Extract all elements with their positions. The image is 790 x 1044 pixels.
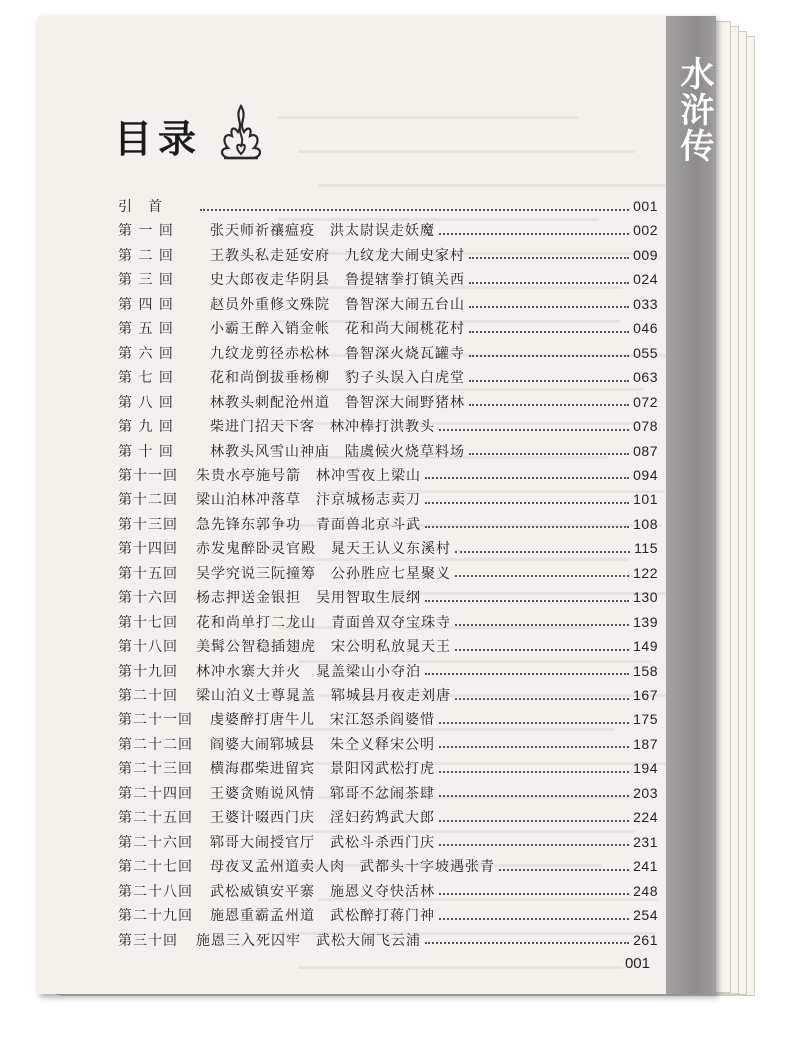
chapter-title: 武松威镇安平寨 施恩义夺快活林 [210, 883, 435, 900]
leader-dots [469, 379, 629, 382]
leader-dots [469, 330, 629, 333]
chapter-title: 王婆贪贿说风情 郓哥不忿闹茶肆 [210, 785, 435, 802]
chapter-number: 第二十九回 [118, 908, 193, 925]
toc-entry[interactable] [118, 292, 658, 316]
page-ref: 241 [633, 858, 658, 875]
chapter-number: 第二十八回 [118, 883, 193, 900]
toc-entry[interactable] [118, 365, 658, 389]
chapter-number: 第十九回 [118, 663, 178, 680]
chapter-title: 赤发鬼醉卧灵官殿 晁天王认义东溪村 [196, 541, 451, 558]
toc-entry[interactable] [118, 928, 658, 952]
chapter-number: 第 三 回 [118, 272, 174, 289]
toc-entry[interactable] [118, 439, 658, 463]
chapter-title: 史大郎夜走华阴县 鲁提辖拳打镇关西 [210, 272, 465, 289]
leader-dots [455, 550, 630, 553]
leader-dots [469, 256, 629, 259]
bleed-line [298, 150, 635, 153]
chapter-number: 第二十四回 [118, 785, 193, 802]
leader-dots [469, 452, 629, 455]
chapter-number: 第二十七回 [118, 859, 193, 876]
page-ref: 248 [633, 882, 658, 899]
page-ref: 194 [633, 760, 658, 777]
bleed-line [278, 116, 578, 119]
page-ref: 175 [633, 711, 658, 728]
page-ref: 033 [633, 295, 658, 312]
leader-dots [439, 232, 629, 235]
chapter-number: 第二十二回 [118, 736, 193, 753]
chapter-number: 第 八 回 [118, 394, 174, 411]
leader-dots [439, 917, 629, 920]
page-ref: 063 [633, 369, 658, 386]
leader-dots [425, 501, 629, 504]
chapter-number: 第十七回 [118, 614, 178, 631]
chapter-title: 梁山泊林冲落草 汴京城杨志卖刀 [196, 492, 421, 509]
chapter-title: 朱贵水亭施号箭 林冲雪夜上梁山 [196, 467, 421, 484]
toc-entry[interactable] [118, 854, 658, 878]
leader-dots [425, 525, 629, 528]
chapter-title: 母夜叉孟州道卖人肉 武都头十字坡遇张青 [210, 859, 495, 876]
page-ref: 094 [633, 466, 658, 483]
toc-entry[interactable] [118, 805, 658, 829]
page-ref: 002 [633, 222, 658, 239]
page-ref: 072 [633, 393, 658, 410]
page-ref: 024 [633, 271, 658, 288]
leader-dots [425, 599, 629, 602]
leader-dots [439, 770, 629, 773]
chapter-number: 第二十三回 [118, 761, 193, 778]
chapter-title: 王婆计啜西门庆 淫妇药鸩武大郎 [210, 810, 435, 827]
chapter-number: 第 五 回 [118, 321, 174, 338]
leader-dots [439, 892, 629, 895]
chapter-title: 林冲水寨大并火 晁盖梁山小夺泊 [196, 663, 421, 680]
book-page [38, 16, 716, 994]
toc-entry[interactable] [118, 414, 658, 438]
toc-entry[interactable] [118, 487, 658, 511]
chapter-title: 横海郡柴进留宾 景阳冈武松打虎 [210, 761, 435, 778]
chapter-title: 郓哥大闹授官厅 武松斗杀西门庆 [210, 834, 435, 851]
page-ref: 046 [633, 320, 658, 337]
chapter-title: 柴进门招天下客 林冲棒打洪教头 [210, 419, 435, 436]
leader-dots [200, 208, 629, 211]
toc-entry[interactable] [118, 634, 658, 658]
toc-entry[interactable] [118, 659, 658, 683]
leader-dots [439, 745, 629, 748]
chapter-number: 第 九 回 [118, 419, 174, 436]
page-ref: 087 [633, 442, 658, 459]
chapter-title: 阎婆大闹郓城县 朱仝义释宋公明 [210, 736, 435, 753]
chapter-number: 第十四回 [118, 541, 178, 558]
toc-entry[interactable] [118, 610, 658, 634]
chapter-title: 花和尚倒拔垂杨柳 豹子头误入白虎堂 [210, 370, 465, 387]
chapter-title: 吴学究说三阮撞筹 公孙胜应七星聚义 [196, 565, 451, 582]
chapter-number: 第 六 回 [118, 345, 174, 362]
toc-entry[interactable] [118, 316, 658, 340]
leader-dots [455, 623, 629, 626]
page-ref: 108 [633, 515, 658, 532]
chapter-number: 第十八回 [118, 639, 178, 656]
toc-entry[interactable] [118, 561, 658, 585]
toc-entry[interactable] [118, 683, 658, 707]
chapter-number: 第二十回 [118, 688, 178, 704]
page-ref: 139 [633, 613, 658, 630]
leader-dots [425, 672, 629, 675]
leader-dots [455, 648, 629, 651]
page-ref: 122 [633, 564, 658, 581]
chapter-title: 美髯公智稳插翅虎 宋公明私放晁天王 [196, 639, 451, 656]
chapter-title: 赵员外重修文殊院 鲁智深大闹五台山 [210, 296, 465, 313]
leader-dots [455, 697, 629, 700]
toc-entry[interactable] [118, 707, 658, 731]
chapter-title: 急先锋东郭争功 青面兽北京斗武 [196, 516, 421, 533]
bleed-line [318, 184, 692, 187]
toc-entry[interactable] [118, 756, 658, 780]
chapter-title: 林教头风雪山神庙 陆虞候火烧草料场 [210, 443, 465, 460]
chapter-number: 第十二回 [118, 492, 178, 509]
side-title: 水浒传 [674, 56, 714, 164]
page-ref: 203 [633, 784, 658, 801]
toc-entry[interactable] [118, 781, 658, 805]
toc-entry[interactable] [118, 463, 658, 487]
page-number: 001 [624, 955, 650, 972]
toc-entry[interactable] [118, 194, 658, 218]
toc-entry[interactable] [118, 830, 658, 854]
chapter-title: 虔婆醉打唐牛儿 宋江怒杀阎婆惜 [210, 712, 435, 729]
toc-entry[interactable] [118, 267, 658, 291]
chapter-number: 第 一 回 [118, 223, 174, 240]
chapter-title: 施恩重霸孟州道 武松醉打蒋门神 [210, 908, 435, 925]
chapter-number: 第 二 回 [118, 247, 174, 264]
page-ref: 055 [633, 344, 658, 361]
chapter-number: 第 十 回 [118, 443, 174, 460]
page-ref: 167 [633, 687, 658, 703]
leader-dots [499, 868, 629, 871]
page-ref: 231 [633, 833, 658, 850]
leader-dots [439, 721, 629, 724]
chapter-title: 九纹龙剪径赤松林 鲁智深火烧瓦罐寺 [210, 345, 465, 362]
chapter-number: 引 首 [118, 199, 163, 215]
toc-entry[interactable] [118, 585, 658, 609]
toc-entry[interactable] [118, 390, 658, 414]
toc-entry[interactable] [118, 879, 658, 903]
toc-entry[interactable] [118, 243, 658, 267]
leader-dots [469, 354, 629, 357]
leader-dots [439, 819, 629, 822]
page-ref: 130 [633, 589, 658, 606]
page-ref: 078 [633, 418, 658, 435]
leader-dots [469, 281, 629, 284]
chapter-number: 第十三回 [118, 516, 178, 533]
toc-entry[interactable] [118, 536, 658, 560]
leader-dots [455, 574, 629, 577]
toc-entry[interactable] [118, 341, 658, 365]
leader-dots [439, 794, 629, 797]
toc-entry[interactable] [118, 512, 658, 536]
chapter-number: 第十一回 [118, 467, 178, 484]
chapter-number: 第 七 回 [118, 370, 174, 387]
chapter-number: 第二十五回 [118, 810, 193, 827]
page-ref: 158 [633, 662, 658, 679]
chapter-number: 第三十回 [118, 932, 178, 949]
chapter-number: 第十五回 [118, 565, 178, 582]
page-ref: 261 [633, 931, 658, 948]
chapter-title: 杨志押送金银担 吴用智取生辰纲 [196, 590, 421, 607]
side-tab [666, 16, 716, 994]
toc-entry[interactable] [118, 903, 658, 927]
page-ref: 101 [633, 491, 658, 508]
page-ref: 224 [633, 809, 658, 826]
page-ref: 254 [633, 907, 658, 924]
chapter-title: 花和尚单打二龙山 青面兽双夺宝珠寺 [196, 614, 451, 631]
leader-dots [469, 403, 629, 406]
page-ref: 115 [634, 540, 658, 557]
leader-dots [425, 476, 629, 479]
chapter-title: 张天师祈禳瘟疫 洪太尉误走妖魔 [210, 223, 435, 240]
chapter-number: 第二十一回 [118, 712, 193, 729]
chapter-title: 王教头私走延安府 九纹龙大闹史家村 [210, 247, 465, 264]
toc-heading: 目录 [114, 116, 203, 161]
chapter-title: 小霸王醉入销金帐 花和尚大闹桃花村 [210, 321, 465, 338]
leader-dots [439, 843, 629, 846]
page-ref: 187 [633, 735, 658, 752]
chapter-number: 第二十六回 [118, 834, 193, 851]
chapter-number: 第 四 回 [118, 296, 174, 313]
leader-dots [425, 941, 629, 944]
page-ref: 009 [633, 246, 658, 263]
page-ref: 001 [633, 198, 658, 214]
page-ref: 149 [633, 638, 658, 655]
toc-entry[interactable] [118, 218, 658, 242]
leader-dots [439, 428, 629, 431]
leader-dots [469, 305, 629, 308]
chapter-title: 施恩三入死囚牢 武松大闹飞云浦 [196, 932, 421, 949]
chapter-title: 林教头刺配沧州道 鲁智深大闹野猪林 [210, 394, 465, 411]
toc-entry[interactable] [118, 732, 658, 756]
flame-ornament-icon [214, 102, 268, 162]
chapter-title: 梁山泊义士尊晁盖 郓城县月夜走刘唐 [196, 688, 451, 704]
chapter-number: 第十六回 [118, 590, 178, 607]
bleed-line [298, 966, 623, 969]
